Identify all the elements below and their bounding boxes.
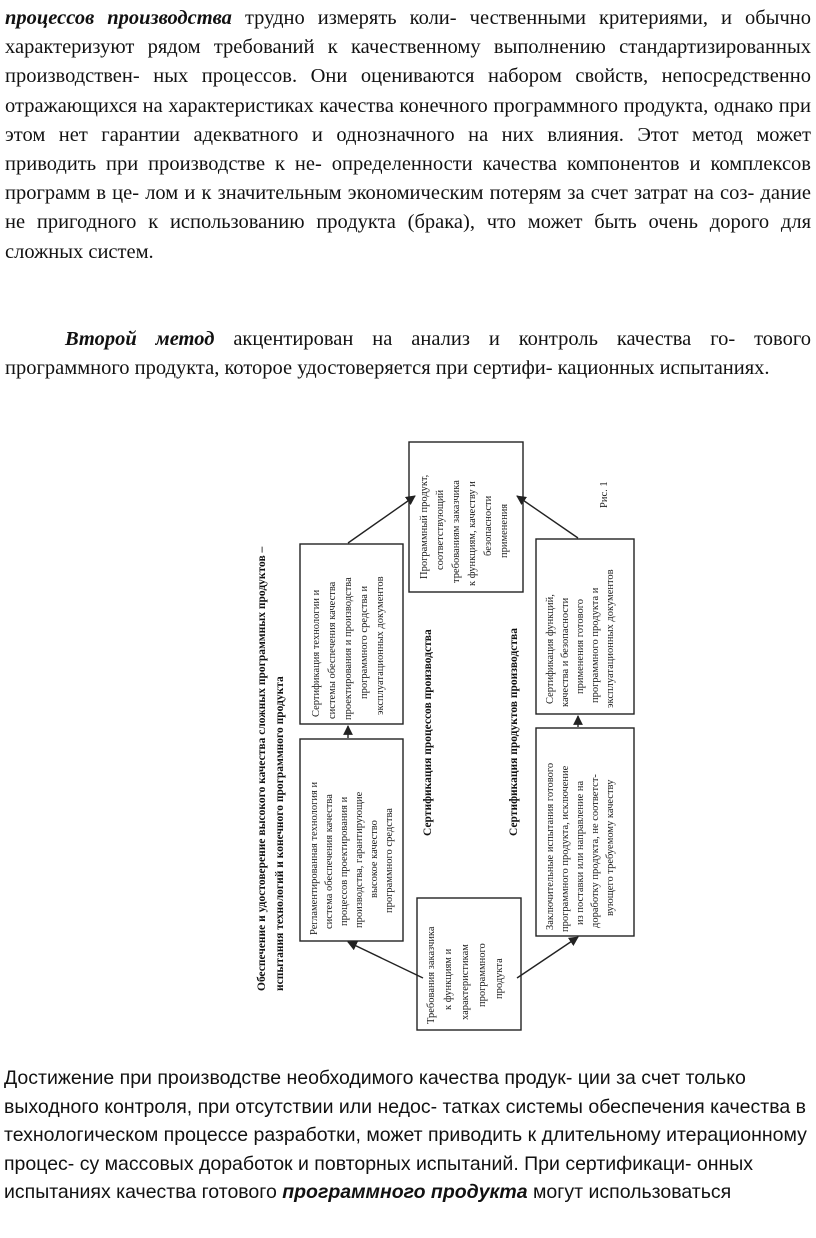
emphasis-software-product: программного продукта: [282, 1181, 528, 1204]
svg-text:требованиям заказчика: требованиям заказчика: [451, 480, 462, 583]
svg-text:программного продукта, исключе: программного продукта, исключение: [560, 765, 571, 932]
figure-label: Рис. 1: [599, 481, 610, 508]
row-label-process-certification: Сертификация процессов производства: [422, 629, 434, 836]
paragraph-3-text-after: могут использоваться: [527, 1181, 732, 1204]
svg-text:программного: программного: [477, 943, 488, 1007]
svg-text:Заключительные испытания готов: Заключительные испытания готового: [545, 762, 556, 930]
arrow-req-to-regulated: [348, 942, 423, 978]
svg-text:из поставки или направление на: из поставки или направление на: [575, 780, 586, 925]
figure-title-line2: испытания технологий и конечного программного продукта: [274, 676, 286, 991]
arrow-cert-tech-to-product: [348, 496, 415, 543]
paragraph-1-text: трудно измерять коли- чественными критериями, и обычно характеризуют рядом требований к качественному выполнению стандартизированных производствен- ных процессов. Они оцениваются набором свойств, непосредственно отражающихся на характеристиках качества конечного программного продукта, однако при этом нет гарантии адекватного и однозначного на них влияния. Этот метод может приводить при производстве к не- определенности качества компонентов и комплексов программ в це- лом и к значительным экономическим потерям за счет затрат на соз- дание не пригодного к использованию продукта (брака), что может быть очень дорого для сложных систем.: [5, 7, 811, 263]
paragraph-production-processes: [5, 4, 811, 267]
svg-text:программного продукта и: программного продукта и: [590, 587, 601, 703]
svg-text:Требования заказчика: Требования заказчика: [426, 926, 437, 1024]
arrow-cert-functions-to-product: [517, 496, 578, 538]
figure-title-line1: Обеспечение и удостоверение высокого качества сложных программных продуктов –: [256, 546, 268, 991]
row-label-product-certification: Сертификация продуктов производства: [508, 628, 520, 836]
svg-text:производства, гарантирующие: производства, гарантирующие: [354, 791, 365, 928]
svg-text:соответствующий: соответствующий: [435, 489, 446, 570]
svg-text:системы обеспечения качества: системы обеспечения качества: [327, 581, 338, 719]
svg-text:программного средства: программного средства: [384, 808, 395, 913]
svg-text:процессов проектирования и: процессов проектирования и: [339, 796, 350, 926]
emphasis-second-method: Второй метод: [65, 328, 215, 350]
svg-text:доработку продукта, не соответ: доработку продукта, не соответст-: [590, 774, 601, 928]
svg-text:применения готового: применения готового: [575, 598, 586, 694]
svg-text:продукта: продукта: [494, 958, 505, 999]
svg-text:Регламентированная технология: Регламентированная технология и: [309, 781, 320, 935]
svg-text:высокое качество: высокое качество: [369, 820, 380, 898]
svg-text:качества и безопасности: качества и безопасности: [560, 597, 571, 707]
emphasis-production-processes: процессов производства: [5, 7, 232, 29]
svg-text:к функциям, качеству и: к функциям, качеству и: [467, 481, 478, 586]
paragraph-2-text: акцентирован на анализ и контроль качества го- тового программного продукта, которое удостоверяется при сертифи- кационных испытаниях.: [5, 328, 811, 380]
svg-text:эксплуатационных документов: эксплуатационных документов: [375, 576, 386, 715]
svg-text:система обеспечения качества: система обеспечения качества: [324, 794, 335, 929]
figure-quality-certification-diagram: [235, 436, 635, 1036]
paragraph-second-method: [5, 325, 811, 383]
svg-text:эксплуатационных документов: эксплуатационных документов: [605, 569, 616, 708]
paragraph-3-text-before: Достижение при производстве необходимого качества продук- ции за счет только выходного контроля, при отсутствии или недос- татках системы обеспечения качества в технологическом процессе разработки, может приводить к длительному итерационному процес- су массовых доработок и повторных испытаний. При сертификаци- онных испытаниях качества готового: [4, 1067, 807, 1204]
svg-text:вующего требуемому качеству: вующего требуемому качеству: [605, 779, 616, 916]
svg-text:применения: применения: [499, 503, 510, 558]
svg-text:программного средства и: программного средства и: [359, 585, 370, 699]
svg-text:Сертификация технологии и: Сертификация технологии и: [311, 589, 322, 717]
paragraph-output-control: [4, 1064, 812, 1207]
svg-text:характеристикам: характеристикам: [460, 944, 471, 1020]
svg-text:проектирования и производства: проектирования и производства: [343, 577, 354, 720]
svg-text:к функциям и: к функциям и: [443, 948, 454, 1010]
svg-text:Сертификация функций,: Сертификация функций,: [545, 594, 556, 704]
svg-text:безопасности: безопасности: [483, 495, 494, 556]
arrow-req-to-final-tests: [517, 937, 578, 978]
box-final-tests-text: [545, 763, 616, 932]
svg-text:Программный продукт,: Программный продукт,: [419, 474, 430, 579]
